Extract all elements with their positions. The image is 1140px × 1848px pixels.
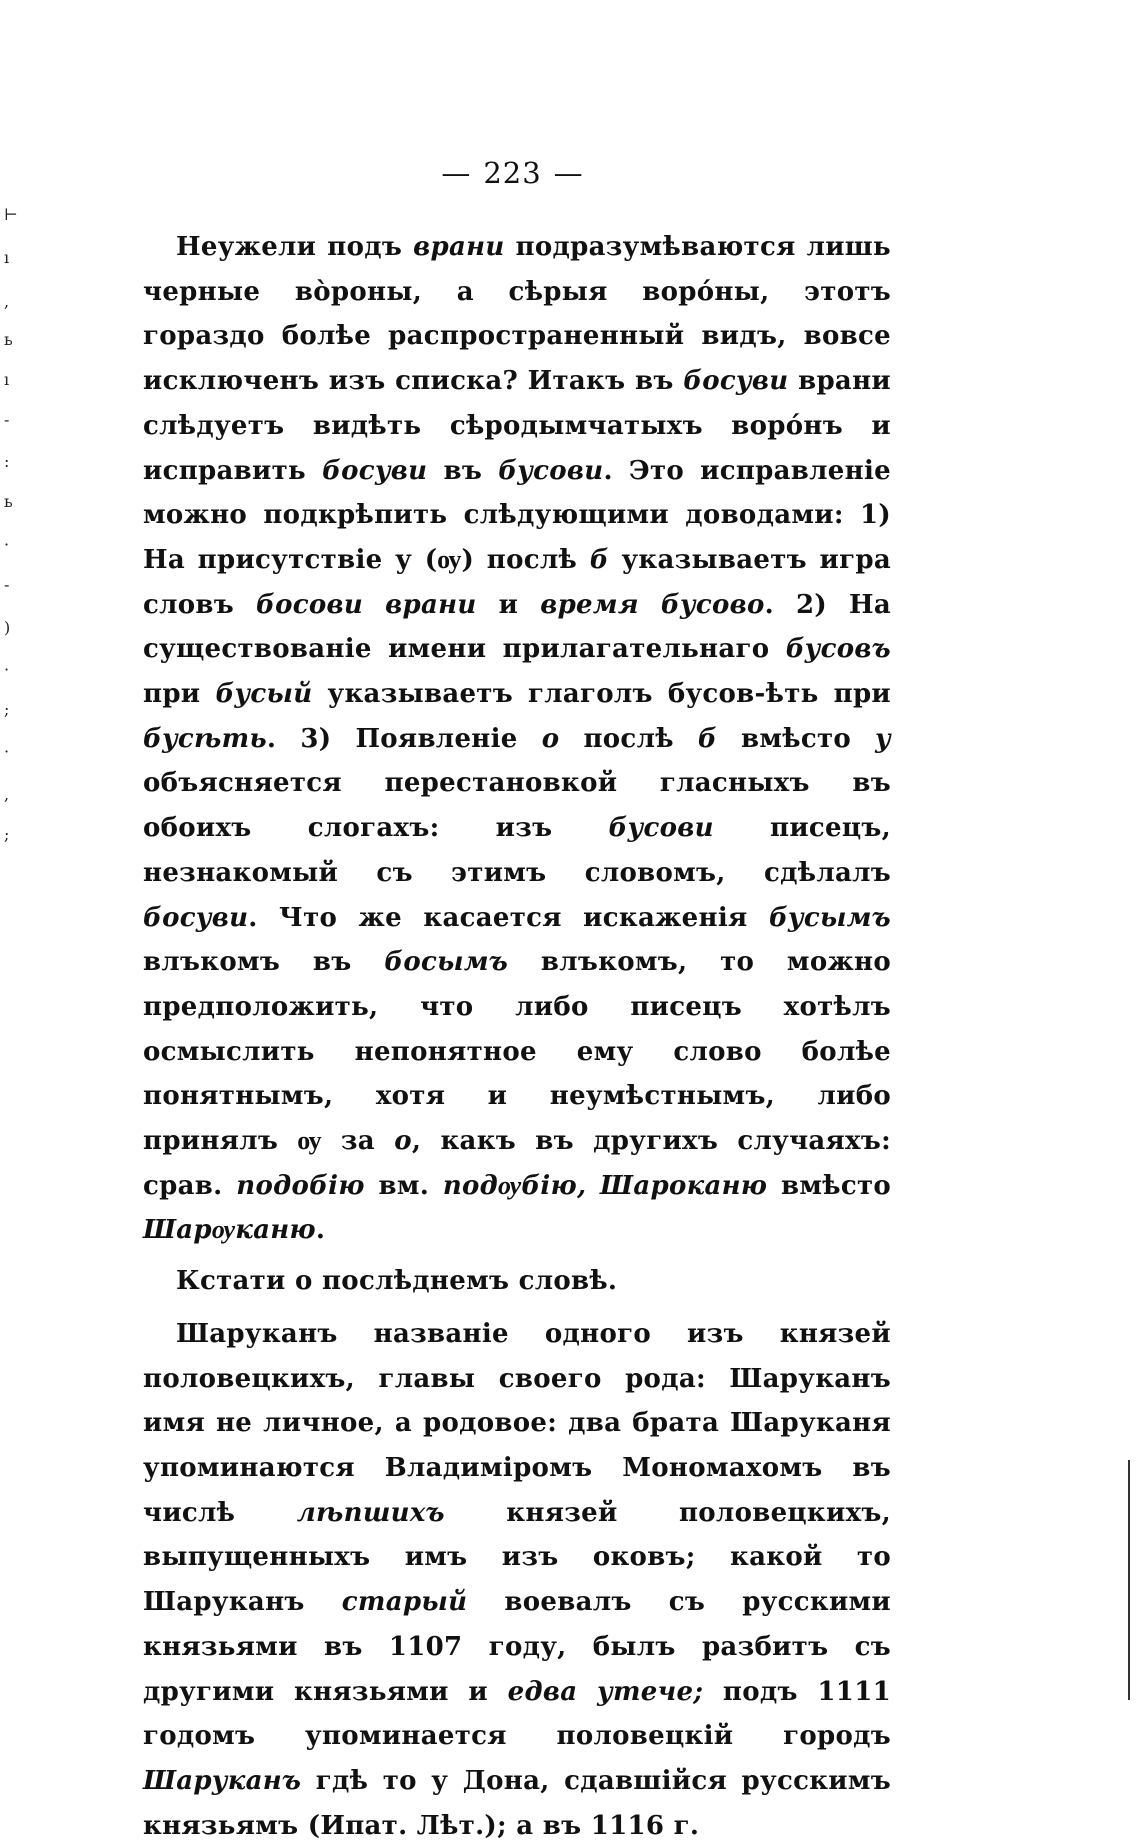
italic-term: подобію — [236, 1170, 365, 1201]
text-run: . Это исправленіе можно подкрѣпить слѣдующими доводами: 1) На присутствіе у (ѹ) послѣ — [143, 455, 891, 575]
text-run: . Что же касается искаженія — [248, 902, 769, 933]
text-run: подразумѣваются лишь черные во̀роны, а сѣрыя воро́ны, этотъ гораздо болѣе распространенный видъ, вовсе исключенъ изъ списка? Итакъ въ — [143, 232, 891, 397]
text-run: Шаруканъ названіе одного изъ князей половецкихъ, главы своего рода: Шаруканъ имя не личное, а родовое: два брата Шаруканя упоминаются Владиміромъ Мономахомъ въ числѣ — [143, 1318, 891, 1528]
italic-term: Шарѹканю — [143, 1215, 316, 1246]
italic-term: бусовъ — [785, 634, 891, 665]
italic-term: старый — [341, 1587, 468, 1618]
text-run: вмѣсто — [767, 1170, 892, 1201]
page-number — [0, 156, 1025, 190]
italic-term: босуви — [143, 902, 249, 933]
text-run: князей половецкихъ, выпущенныхъ имъ изъ оковъ; какой то Шаруканъ — [143, 1497, 891, 1618]
text-run: гдѣ то у Дона, сдавшійся русскимъ князьямъ (Ипат. Лѣт.); а въ 1116 г. — [143, 1765, 891, 1841]
text-run: , какъ въ другихъ случаяхъ: срав. — [143, 1126, 891, 1201]
italic-term: бусымъ — [768, 902, 891, 933]
text-run: писецъ, незнакомый съ этимъ словомъ, сдѣлалъ — [143, 813, 891, 888]
page-number-dash-left: — — [441, 156, 472, 190]
italic-term: едва утече; — [507, 1676, 704, 1707]
italic-term: бусови — [608, 813, 714, 844]
text-run: влъкомъ въ — [143, 947, 385, 978]
text-run: послѣ — [559, 723, 698, 754]
paragraph-3 — [143, 1312, 891, 1848]
italic-term: врани — [413, 232, 505, 262]
text-run: Кстати о послѣднемъ словѣ. — [176, 1266, 618, 1297]
text-run: вм. — [364, 1170, 443, 1201]
text-run: въ — [427, 455, 499, 486]
italic-term: Шаруканъ — [143, 1765, 302, 1796]
text-run: Неужели подъ — [176, 232, 414, 262]
italic-term: бусѣть — [143, 723, 267, 754]
text-run: указываетъ игра словъ — [143, 544, 891, 620]
paragraph-2 — [143, 1259, 891, 1304]
italic-term: лѣпшихъ — [296, 1497, 445, 1528]
text-run: влъкомъ, то можно предположить, что либо писецъ хотѣлъ осмыслить непонятное ему слово болѣе понятнымъ, хотя и неумѣстнымъ, либо принялъ ѹ за — [143, 947, 891, 1157]
text-run: и — [476, 589, 541, 620]
page-number-dash-right: — — [553, 156, 584, 190]
italic-term: о — [541, 723, 560, 754]
text-run: подъ 1111 годомъ упоминается половецкій городъ — [143, 1676, 891, 1752]
italic-term: б — [697, 723, 717, 754]
italic-term: у — [875, 723, 891, 754]
paragraph-1 — [143, 225, 891, 1253]
text-run: врани слѣдуетъ видѣть сѣродымчатыхъ воро́нъ и исправить — [143, 366, 891, 486]
body-text — [143, 225, 891, 1848]
italic-term: б — [589, 544, 609, 575]
italic-term: время бусово — [540, 589, 765, 620]
text-run: . 3) Появленіе — [266, 723, 542, 754]
italic-term: босови врани — [256, 589, 477, 620]
text-run: указываетъ глаголъ бусов-ѣть при — [312, 679, 892, 710]
italic-term: подѹбію, Шароканю — [442, 1170, 768, 1201]
left-margin-marks: ⊢ ı , ь ı - : ь · - ) · ; · , ; — [4, 205, 18, 844]
italic-term: о — [394, 1126, 412, 1157]
text-run: . 2) На существованіе имени прилагательнаго — [143, 589, 891, 665]
text-run: воевалъ съ русскими князьями въ 1107 году, былъ разбитъ съ другими князьями и — [143, 1587, 892, 1707]
text-run: . — [315, 1215, 326, 1246]
italic-term: бусови — [498, 455, 604, 486]
text-run: объясняется перестановкой гласныхъ въ обоихъ слогахъ: изъ — [143, 768, 891, 844]
italic-term: босуви — [683, 366, 789, 397]
text-run: вмѣсто — [716, 723, 876, 754]
page-number-value: 223 — [483, 156, 542, 190]
text-run: при — [143, 679, 216, 710]
italic-term: босымъ — [384, 947, 509, 978]
italic-term: босуви — [322, 455, 428, 486]
page-edge-shadow — [1128, 1460, 1130, 1700]
italic-term: бусый — [215, 679, 313, 710]
